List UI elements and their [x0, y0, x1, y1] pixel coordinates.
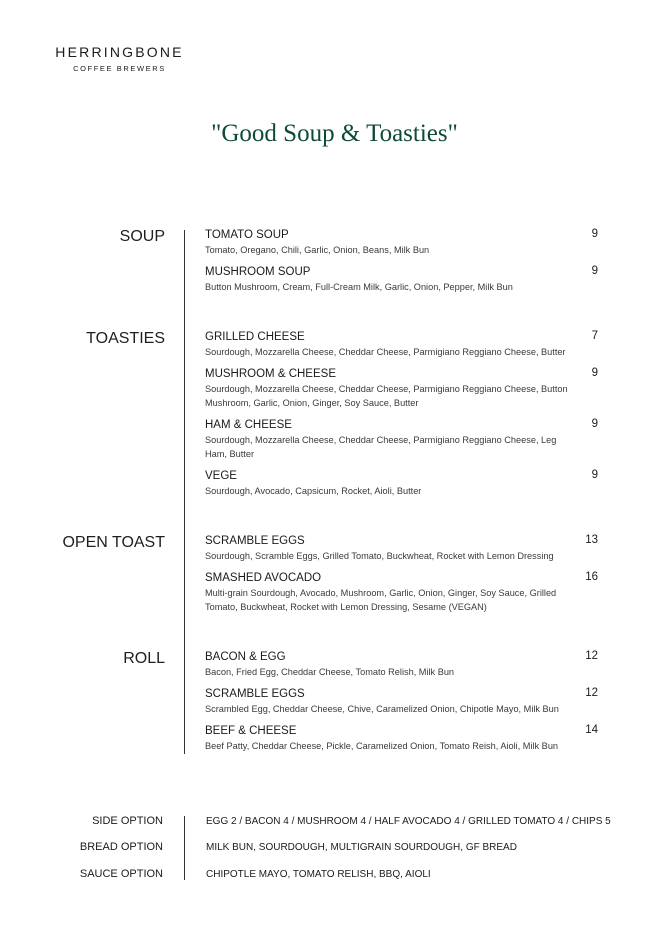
item-price: 9: [591, 418, 598, 430]
item-name: SMASHED AVOCADO: [205, 572, 322, 584]
item-description: Scrambled Egg, Cheddar Cheese, Chive, Caramelized Onion, Chipotle Mayo, Milk Bun: [205, 704, 559, 714]
menu-item: [205, 228, 605, 257]
item-name: BACON & EGG: [205, 651, 286, 663]
category-toasties: TOASTIES: [86, 330, 165, 347]
side-option-label: SIDE OPTION: [92, 815, 163, 827]
menu-item: [205, 469, 605, 498]
item-description: Bacon, Fried Egg, Cheddar Cheese, Tomato Relish, Milk Bun: [205, 667, 455, 677]
item-description: Tomato, Oregano, Chili, Garlic, Onion, Beans, Milk Bun: [205, 245, 430, 255]
item-name: MUSHROOM & CHEESE: [205, 368, 336, 380]
item-name: MUSHROOM SOUP: [205, 266, 311, 278]
menu-item: [205, 571, 605, 614]
item-price: 14: [585, 724, 598, 736]
item-name: TOMATO SOUP: [205, 229, 289, 241]
item-description: Sourdough, Mozzarella Cheese, Cheddar Cheese, Parmigiano Reggiano Cheese, Leg Ham, Butter: [205, 435, 557, 459]
menu-item: [205, 330, 605, 359]
sauce-option-label: SAUCE OPTION: [79, 868, 163, 880]
item-name: SCRAMBLE EGGS: [205, 535, 305, 547]
item-name: BEEF & CHEESE: [205, 725, 297, 737]
brand-logo: [53, 44, 186, 73]
bread-option-label: BREAD OPTION: [79, 841, 163, 853]
item-name: SCRAMBLE EGGS: [205, 688, 305, 700]
menu-divider: [184, 230, 185, 754]
item-description: Multi-grain Sourdough, Avocado, Mushroom, Garlic, Onion, Ginger, Soy Sauce, Grilled Tomato, Buckwheat, Rocket with Lemon Dressing, Sesame (VEGAN): [205, 588, 557, 612]
item-price: 16: [585, 571, 598, 583]
item-name: VEGE: [205, 470, 237, 482]
brand-name: HERRINGBONE: [55, 44, 184, 60]
brand-subtitle: COFFEE BREWERS: [73, 64, 166, 73]
sauce-option-value: CHIPOTLE MAYO, TOMATO RELISH, BBQ, AIOLI: [206, 869, 431, 880]
side-option-value: EGG 2 / BACON 4 / MUSHROOM 4 / HALF AVOCADO 4 / GRILLED TOMATO 4 / CHIPS 5: [206, 816, 611, 827]
category-open-toast: OPEN TOAST: [62, 534, 165, 551]
item-name: HAM & CHEESE: [205, 419, 292, 431]
item-price: 9: [591, 469, 598, 481]
category-roll: ROLL: [123, 650, 165, 667]
item-price: 9: [591, 367, 598, 379]
menu-item: [205, 418, 605, 461]
menu-item: [205, 650, 605, 679]
item-description: Sourdough, Mozzarella Cheese, Cheddar Cheese, Parmigiano Reggiano Cheese, Button Mushroom, Garlic, Onion, Ginger, Soy Sauce, Butter: [205, 384, 568, 408]
menu-item: [205, 534, 605, 563]
item-name: GRILLED CHEESE: [205, 331, 305, 343]
item-description: Sourdough, Avocado, Capsicum, Rocket, Aioli, Butter: [205, 486, 422, 496]
item-price: 12: [585, 687, 598, 699]
item-price: 9: [591, 228, 598, 240]
menu-title: "Good Soup & Toasties": [211, 120, 458, 147]
menu-item: [205, 265, 605, 294]
options-divider: [184, 816, 185, 880]
item-description: Sourdough, Scramble Eggs, Grilled Tomato, Buckwheat, Rocket with Lemon Dressing: [205, 551, 554, 561]
item-price: 7: [591, 330, 598, 342]
item-description: Beef Patty, Cheddar Cheese, Pickle, Caramelized Onion, Tomato Reish, Aioli, Milk Bun: [205, 741, 559, 751]
menu-item: [205, 724, 605, 753]
bread-option-value: MILK BUN, SOURDOUGH, MULTIGRAIN SOURDOUGH, GF BREAD: [206, 842, 517, 853]
item-price: 12: [585, 650, 598, 662]
category-soup: SOUP: [119, 228, 165, 245]
item-description: Sourdough, Mozzarella Cheese, Cheddar Cheese, Parmigiano Reggiano Cheese, Butter: [205, 347, 566, 357]
item-price: 9: [591, 265, 598, 277]
menu-item: [205, 367, 605, 410]
menu-item: [205, 687, 605, 716]
item-price: 13: [585, 534, 598, 546]
item-description: Button Mushroom, Cream, Full-Cream Milk, Garlic, Onion, Pepper, Milk Bun: [205, 282, 513, 292]
